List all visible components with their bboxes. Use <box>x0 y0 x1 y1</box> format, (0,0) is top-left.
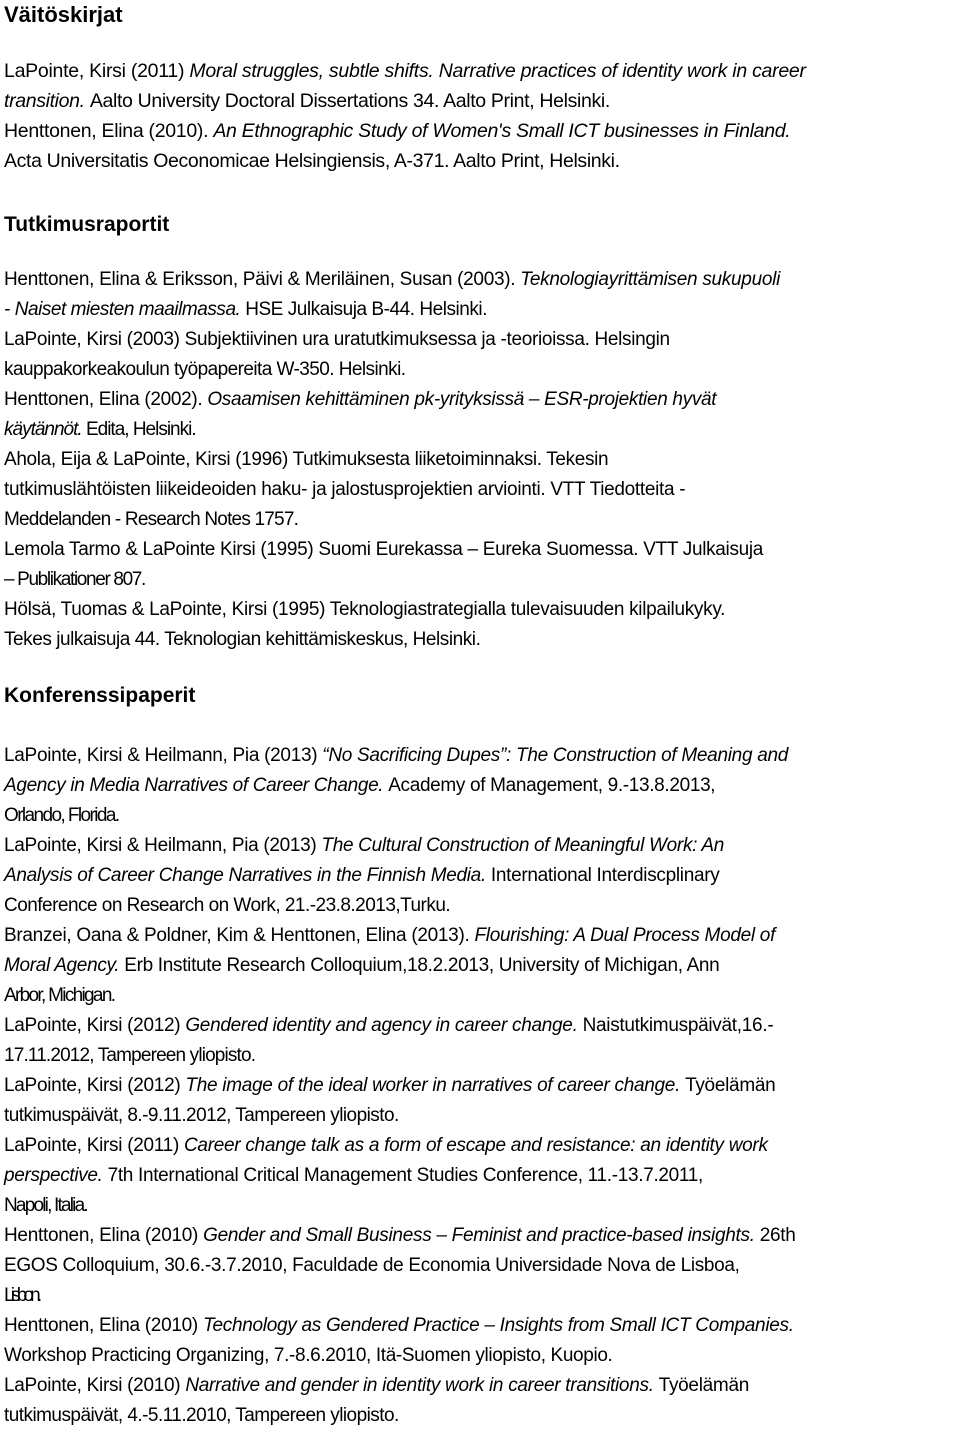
reference-text: LaPointe, Kirsi (2012) <box>4 1015 186 1036</box>
reference-line <box>4 325 960 355</box>
reference-entry <box>4 1371 960 1431</box>
reference-title-text: Moral Agency. <box>4 955 125 976</box>
reference-text: LaPointe, Kirsi (2010) <box>4 1375 186 1396</box>
reference-entry <box>4 57 960 116</box>
reference-line <box>4 771 960 801</box>
reference-text: 7th International Critical Management Studies Conference, 11.-13.7.2011, <box>107 1165 703 1186</box>
reference-text: Lemola Tarmo & LaPointe Kirsi (1995) Suomi Eurekassa – Eureka Suomessa. VTT Julkaisuja <box>4 539 764 560</box>
reference-text: – Publikationer 807. <box>4 569 145 590</box>
reference-text: Työelämän <box>658 1375 749 1396</box>
reference-line <box>4 535 960 565</box>
reference-title-text: käytännöt. <box>4 419 86 440</box>
reference-line <box>4 1311 960 1341</box>
reference-text: LaPointe, Kirsi (2003) Subjektiivinen ura uratutkimuksessa ja -teorioissa. Helsingin <box>4 329 670 350</box>
reference-text: tutkimuspäivät, 8.-9.11.2012, Tampereen yliopisto. <box>4 1105 399 1126</box>
reference-title-text: Teknologiayrittämisen sukupuoli <box>520 269 781 290</box>
reference-text: International Interdiscplinary <box>490 865 720 886</box>
reference-line <box>4 1371 960 1401</box>
reference-text: Workshop Practicing Organizing, 7.-8.6.2010, Itä-Suomen yliopisto, Kuopio. <box>4 1345 613 1366</box>
reference-line <box>4 505 960 535</box>
reference-text: Henttonen, Elina (2010) <box>4 1315 203 1336</box>
reference-text: Työelämän <box>685 1075 776 1096</box>
reference-line <box>4 295 960 325</box>
reference-title-text: Career change talk as a form of escape and resistance: an identity work <box>183 1135 768 1156</box>
reference-text: Aalto University Doctoral Dissertations 34. Aalto Print, Helsinki. <box>89 89 610 112</box>
reference-line <box>4 147 960 177</box>
reference-entry <box>4 445 960 535</box>
reference-entry <box>4 1221 960 1311</box>
reference-line <box>4 951 960 981</box>
reference-line <box>4 1041 960 1071</box>
reference-text: Naistutkimuspäivät,16.- <box>582 1015 774 1036</box>
reference-line <box>4 1221 960 1251</box>
reference-line <box>4 1281 960 1311</box>
reference-text: Henttonen, Elina & Eriksson, Päivi & Meriläinen, Susan (2003). <box>4 269 521 290</box>
reference-text: tutkimuslähtöisten liikeideoiden haku- ja jalostusprojektien arviointi. VTT Tiedotteita - <box>4 479 686 500</box>
reference-line <box>4 741 960 771</box>
reference-text: Tekes julkaisuja 44. Teknologian kehittämiskeskus, Helsinki. <box>4 629 481 650</box>
reference-title-text: Flourishing: A Dual Process Model of <box>474 925 776 946</box>
reference-text: Ahola, Eija & LaPointe, Kirsi (1996) Tutkimuksesta liiketoiminnaksi. Tekesin <box>4 449 609 470</box>
reference-entry <box>4 385 960 445</box>
reference-text: Henttonen, Elina (2010) <box>4 1225 204 1246</box>
reference-line <box>4 565 960 595</box>
reference-text: Arbor, Michigan. <box>4 985 115 1006</box>
reference-title-text: Gender and Small Business – Feminist and practice-based insights. <box>203 1225 760 1246</box>
reference-text: Edita, Helsinki. <box>85 419 196 440</box>
reference-line <box>4 801 960 831</box>
reference-text: kauppakorkeakoulun työpapereita W-350. Helsinki. <box>4 359 406 380</box>
reference-entry <box>4 325 960 385</box>
reference-line <box>4 1401 960 1431</box>
reference-line <box>4 265 960 295</box>
reference-line <box>4 1191 960 1221</box>
reference-text: LaPointe, Kirsi (2011) <box>4 60 190 82</box>
reference-entry <box>4 1311 960 1371</box>
reference-line <box>4 57 960 87</box>
reference-text: Conference on Research on Work, 21.-23.8.2013,Turku. <box>4 895 451 916</box>
reference-title-text: - Naiset miesten maailmassa. <box>4 299 246 320</box>
reference-title-text: Gendered identity and agency in career change. <box>185 1015 583 1036</box>
reference-line <box>4 445 960 475</box>
reference-title-text: perspective. <box>4 1165 108 1186</box>
reference-text: 17.11.2012, Tampereen yliopisto. <box>4 1045 256 1066</box>
reference-line <box>4 1251 960 1281</box>
reference-line <box>4 625 960 655</box>
reference-text: 26th <box>759 1225 796 1246</box>
reference-title-text: Narrative and gender in identity work in career transitions. <box>185 1375 659 1396</box>
reference-line <box>4 861 960 891</box>
reference-line <box>4 921 960 951</box>
reference-text: Branzei, Oana & Poldner, Kim & Henttonen, Elina (2013). <box>4 925 475 946</box>
reference-line <box>4 595 960 625</box>
section-heading: Konferenssipaperit <box>4 684 196 707</box>
reference-title-text: “No Sacrificing Dupes”: The Construction of Meaning and <box>322 745 789 766</box>
reference-title-text: The Cultural Construction of Meaningful Work: An <box>321 835 724 856</box>
reference-title-text: Osaamisen kehittäminen pk-yrityksissä – ESR-projektien hyvät <box>207 389 717 410</box>
reference-entry <box>4 535 960 595</box>
reference-text: tutkimuspäivät, 4.-5.11.2010, Tampereen yliopisto. <box>4 1405 399 1426</box>
reference-text: Meddelanden - Research Notes 1757. <box>4 509 299 530</box>
reference-text: Orlando, Florida. <box>4 805 119 826</box>
reference-line <box>4 981 960 1011</box>
reference-title-text: Agency in Media Narratives of Career Change. <box>4 775 389 796</box>
reference-text: LaPointe, Kirsi (2012) <box>4 1075 186 1096</box>
reference-line <box>4 1011 960 1041</box>
reference-text: HSE Julkaisuja B-44. Helsinki. <box>245 299 488 320</box>
reference-title-text: Technology as Gendered Practice – Insights from Small ICT Companies. <box>202 1315 794 1336</box>
reference-line <box>4 1161 960 1191</box>
reference-entry <box>4 741 960 831</box>
reference-text: Napoli, Italia. <box>4 1195 87 1216</box>
reference-line <box>4 117 960 147</box>
reference-entry <box>4 921 960 1011</box>
reference-entry <box>4 1071 960 1131</box>
reference-text: Hölsä, Tuomas & LaPointe, Kirsi (1995) Teknologiastrategialla tulevaisuuden kilpailukyky. <box>4 599 726 620</box>
reference-line <box>4 831 960 861</box>
section-heading: Väitöskirjat <box>4 2 123 27</box>
reference-title-text: Moral struggles, subtle shifts. Narrative practices of identity work in career <box>189 60 806 82</box>
reference-entry <box>4 1131 960 1221</box>
reference-line <box>4 1341 960 1371</box>
reference-line <box>4 891 960 921</box>
reference-entry <box>4 117 960 176</box>
section-heading: Tutkimusraportit <box>4 213 170 236</box>
reference-text: LaPointe, Kirsi & Heilmann, Pia (2013) <box>4 835 322 856</box>
reference-text: LaPointe, Kirsi (2011) <box>4 1135 184 1156</box>
reference-entry <box>4 595 960 655</box>
reference-title-text: Analysis of Career Change Narratives in the Finnish Media. <box>4 865 491 886</box>
reference-text: Erb Institute Research Colloquium,18.2.2013, University of Michigan, Ann <box>124 955 720 976</box>
reference-line <box>4 1131 960 1161</box>
reference-text: Henttonen, Elina (2010). <box>4 120 214 142</box>
reference-text: Lisbon. <box>4 1285 39 1306</box>
reference-line <box>4 355 960 385</box>
reference-text: EGOS Colloquium, 30.6.-3.7.2010, Faculdade de Economia Universidade Nova de Lisboa, <box>4 1255 740 1276</box>
reference-title-text: The image of the ideal worker in narratives of career change. <box>185 1075 686 1096</box>
reference-line <box>4 1071 960 1101</box>
reference-text: LaPointe, Kirsi & Heilmann, Pia (2013) <box>4 745 323 766</box>
reference-text: Henttonen, Elina (2002). <box>4 389 208 410</box>
reference-entry <box>4 1011 960 1071</box>
reference-title-text: An Ethnographic Study of Women's Small ICT businesses in Finland. <box>213 120 791 142</box>
reference-line <box>4 87 960 117</box>
reference-title-text: transition. <box>4 89 90 112</box>
reference-line <box>4 385 960 415</box>
reference-line <box>4 415 960 445</box>
reference-entry <box>4 265 960 325</box>
reference-text: Acta Universitatis Oeconomicae Helsingiensis, A-371. Aalto Print, Helsinki. <box>4 149 620 172</box>
reference-text: Academy of Management, 9.-13.8.2013, <box>388 775 716 796</box>
reference-line <box>4 1101 960 1131</box>
reference-entry <box>4 831 960 921</box>
reference-line <box>4 475 960 505</box>
